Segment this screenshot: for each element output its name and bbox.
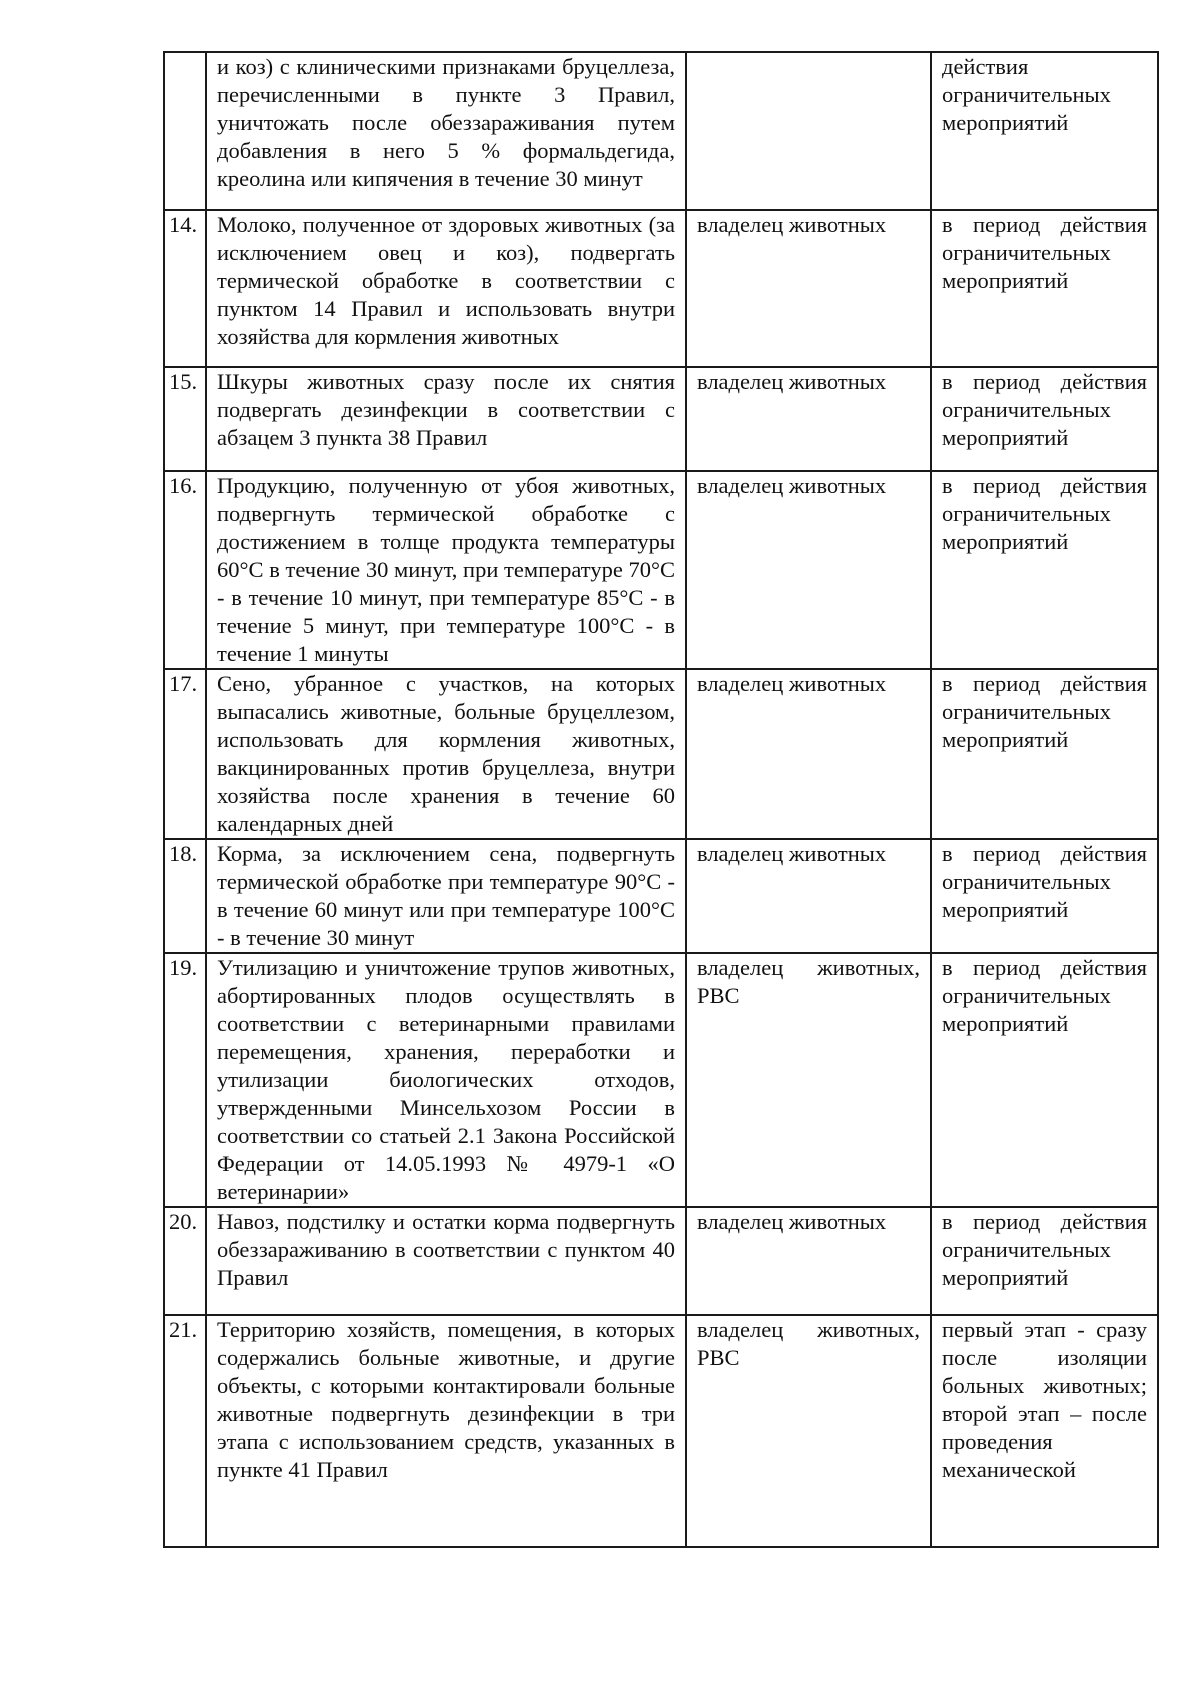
row-number: 14. <box>164 210 206 367</box>
measure-timing: действия ограничительных мероприятий <box>931 52 1158 210</box>
measure-text: Продукцию, полученную от убоя животных, подвергнуть термической обработке с достижением в толще продукта температуры 60°С в течение 30 минут, при температуре 70°С - в течение 10 минут, при температуре 85°С - в течение 5 минут, при температуре 100°С - в течение 1 минуты <box>206 471 686 669</box>
table-row <box>164 52 1158 210</box>
row-number: 17. <box>164 669 206 839</box>
responsible-party: владелец животных <box>686 839 931 953</box>
table-row <box>164 1207 1158 1315</box>
table-row <box>164 367 1158 471</box>
row-number: 20. <box>164 1207 206 1315</box>
measure-text: Молоко, полученное от здоровых животных (за исключением овец и коз), подвергать термической обработке в соответствии с пунктом 14 Правил и использовать внутри хозяйства для кормления животных <box>206 210 686 367</box>
measure-text: Корма, за исключением сена, подвергнуть термической обработке при температуре 90°С - в течение 60 минут или при температуре 100°С - в течение 30 минут <box>206 839 686 953</box>
measure-text: и коз) с клиническими признаками бруцеллеза, перечисленными в пункте 3 Правил, уничтожать после обеззараживания путем добавления в него 5 % формальдегида, креолина или кипячения в течение 30 минут <box>206 52 686 210</box>
measure-timing: в период действия ограничительных мероприятий <box>931 471 1158 669</box>
measure-timing: в период действия ограничительных мероприятий <box>931 367 1158 471</box>
responsible-party: владелец животных <box>686 669 931 839</box>
row-number: 19. <box>164 953 206 1207</box>
measures-table <box>163 51 1159 1548</box>
measure-text: Навоз, подстилку и остатки корма подвергнуть обеззараживанию в соответствии с пунктом 40 Правил <box>206 1207 686 1315</box>
table-row <box>164 953 1158 1207</box>
row-number: 16. <box>164 471 206 669</box>
measure-timing: в период действия ограничительных мероприятий <box>931 953 1158 1207</box>
measure-text: Сено, убранное с участков, на которых выпасались животные, больные бруцеллезом, использовать для кормления животных, вакцинированных против бруцеллеза, внутри хозяйства после хранения в течение 60 календарных дней <box>206 669 686 839</box>
measure-timing: в период действия ограничительных мероприятий <box>931 1207 1158 1315</box>
responsible-party: владелец животных <box>686 367 931 471</box>
responsible-party: владелец животных <box>686 210 931 367</box>
measure-timing: в период действия ограничительных мероприятий <box>931 669 1158 839</box>
row-number: 18. <box>164 839 206 953</box>
measure-text: Шкуры животных сразу после их снятия подвергать дезинфекции в соответствии с абзацем 3 пункта 38 Правил <box>206 367 686 471</box>
row-number <box>164 52 206 210</box>
table-row <box>164 839 1158 953</box>
responsible-party: владелец животных <box>686 471 931 669</box>
table-row <box>164 471 1158 669</box>
row-number: 21. <box>164 1315 206 1547</box>
measure-text: Территорию хозяйств, помещения, в которых содержались больные животные, и другие объекты, с которыми контактировали больные животные подвергнуть дезинфекции в три этапа с использованием средств, указанных в пункте 41 Правил <box>206 1315 686 1547</box>
measure-timing: первый этап - сразу после изоляции больных животных; второй этап – после проведения механической <box>931 1315 1158 1547</box>
table-row <box>164 1315 1158 1547</box>
measure-text: Утилизацию и уничтожение трупов животных, абортированных плодов осуществлять в соответствии с ветеринарными правилами перемещения, хранения, переработки и утилизации биологических отходов, утвержденными Минсельхозом России в соответствии со статьей 2.1 Закона Российской Федерации от 14.05.1993 № 4979-1 «О ветеринарии» <box>206 953 686 1207</box>
responsible-party: владелец животных, РВС <box>686 1315 931 1547</box>
measure-timing: в период действия ограничительных мероприятий <box>931 839 1158 953</box>
table-row <box>164 210 1158 367</box>
responsible-party <box>686 52 931 210</box>
responsible-party: владелец животных, РВС <box>686 953 931 1207</box>
table-row <box>164 669 1158 839</box>
measure-timing: в период действия ограничительных мероприятий <box>931 210 1158 367</box>
row-number: 15. <box>164 367 206 471</box>
responsible-party: владелец животных <box>686 1207 931 1315</box>
